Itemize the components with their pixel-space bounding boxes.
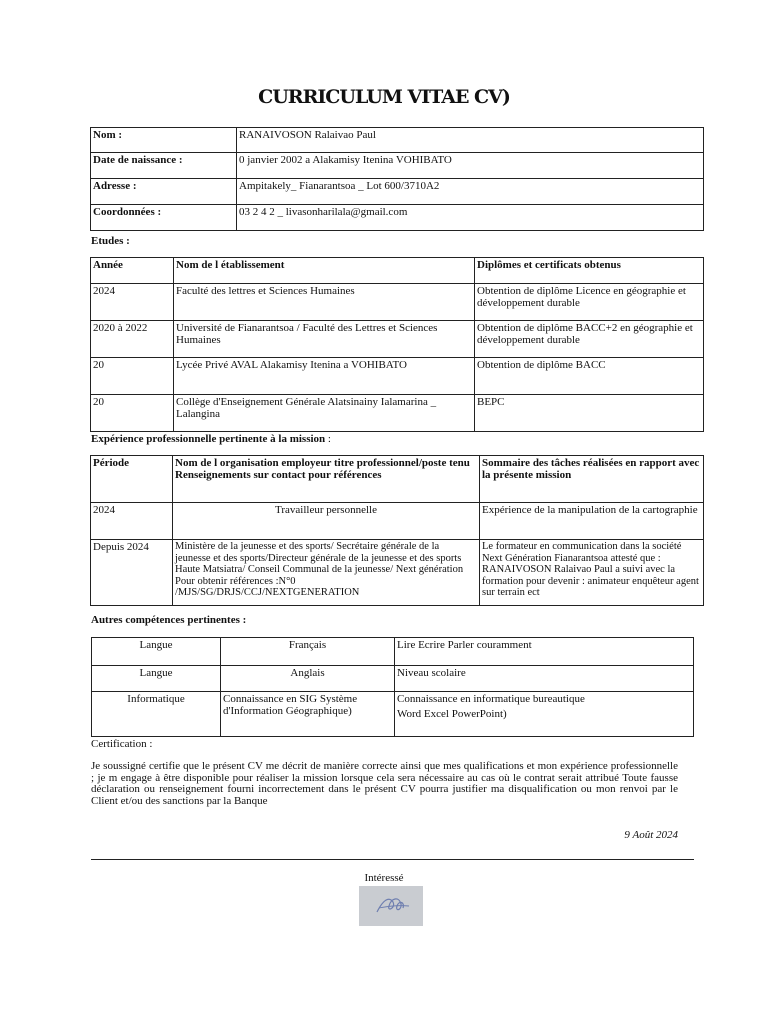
experience-header-period: Période (91, 456, 173, 503)
cell: BEPC (475, 395, 704, 432)
document-date: 9 Août 2024 (624, 829, 678, 841)
cell: Collège d'Enseignement Générale Alatsinainy Ialamarina _ Lalangina (174, 395, 475, 432)
certification-text: Je soussigné certifie que le présent CV me décrit de manière correcte ainsi que mes qualifications et mon expérience professionnelle ; je m engage à être disponible pour réaliser la mission lorsque cela sera nécessaire au cas où le contrat serait attribué Toute fausse déclaration ou renseignement fourni incorrectement dans le présent CV pourra justifier ma disqualification ou mon renvoi par le Client et/ou des sanctions par la Banque (91, 760, 678, 807)
etudes-header-school: Nom de l établissement (174, 258, 475, 284)
table-row (92, 666, 694, 692)
cell: Français (221, 638, 395, 666)
table-row (91, 321, 704, 358)
contact-label: Coordonnées : (91, 205, 237, 231)
etudes-table (90, 257, 704, 432)
etudes-header-year: Année (91, 258, 174, 284)
cell-line: Word Excel PowerPoint) (397, 708, 507, 720)
cell: Langue (92, 638, 221, 666)
cell: Niveau scolaire (395, 666, 694, 692)
table-row (91, 358, 704, 395)
name-label: Nom : (91, 128, 237, 153)
identity-table (90, 127, 704, 231)
experience-heading (91, 433, 331, 445)
address-label: Adresse : (91, 179, 237, 205)
contact-value: 03 2 4 2 _ livasonharilala@gmail.com (237, 205, 704, 231)
cell: Lycée Privé AVAL Alakamisy Itenina a VOHIBATO (174, 358, 475, 395)
cell: Depuis 2024 (91, 540, 173, 606)
cell: Langue (92, 666, 221, 692)
cell: Le formateur en communication dans la société Next Génération Fianarantsoa attesté que : RANAIVOSON Ralaivao Paul a suivi avec la formation pour devenir : animateur enquêteur agent sur terrain ect (480, 540, 704, 606)
cell: 2024 (91, 503, 173, 540)
experience-header-tasks: Sommaire des tâches réalisées en rapport avec la présente mission (480, 456, 704, 503)
experience-heading-text: Expérience professionnelle pertinente à la mission (91, 433, 326, 445)
table-row (91, 503, 704, 540)
cell: Anglais (221, 666, 395, 692)
cell: 2024 (91, 284, 174, 321)
table-row (92, 638, 694, 666)
cell: 20 (91, 395, 174, 432)
cell: 2020 à 2022 (91, 321, 174, 358)
birth-label: Date de naissance : (91, 153, 237, 179)
signatory-label: Intéressé (364, 872, 404, 884)
certification-heading: Certification : (91, 738, 153, 750)
table-row (91, 540, 704, 606)
handwritten-signature-icon (359, 886, 423, 926)
cell: Ministère de la jeunesse et des sports/ Secrétaire générale de la jeunesse et des sports/Directeur générale de la jeunesse et des sports Haute Matsiatra/ Conseil Communal de la jeunesse/ Next génération Pour obtenir références :N°0 /MJS/SG/DRJS/CCJ/NEXTGENERATION (173, 540, 480, 606)
cell: Faculté des lettres et Sciences Humaines (174, 284, 475, 321)
cell: Expérience de la manipulation de la cartographie (480, 503, 704, 540)
table-row (92, 692, 694, 737)
page-title: CURRICULUM VITAE CV) (258, 86, 510, 108)
cell: Obtention de diplôme BACC+2 en géographie et développement durable (475, 321, 704, 358)
birth-value: 0 janvier 2002 a Alakamisy Itenina VOHIBATO (237, 153, 704, 179)
cell-line: Connaissance en informatique bureautique (397, 693, 585, 705)
divider (91, 859, 694, 860)
experience-heading-suffix: : (325, 433, 331, 445)
cell: Lire Ecrire Parler couramment (395, 638, 694, 666)
competences-table (91, 637, 694, 737)
cell: Obtention de diplôme BACC (475, 358, 704, 395)
etudes-heading: Etudes : (91, 235, 130, 247)
table-row (91, 284, 704, 321)
etudes-header-diploma: Diplômes et certificats obtenus (475, 258, 704, 284)
cell: 20 (91, 358, 174, 395)
cell (395, 692, 694, 737)
table-row (91, 395, 704, 432)
address-value: Ampitakely_ Fianarantsoa _ Lot 600/3710A2 (237, 179, 704, 205)
experience-header-organization: Nom de l organisation employeur titre professionnel/poste tenu Renseignements sur contact pour références (173, 456, 480, 503)
name-value: RANAIVOSON Ralaivao Paul (237, 128, 704, 153)
experience-table (90, 455, 704, 606)
cell: Informatique (92, 692, 221, 737)
cell: Travailleur personnelle (173, 503, 480, 540)
cell: Connaissance en SIG Système d'Information Géographique) (221, 692, 395, 737)
cell: Obtention de diplôme Licence en géographie et développement durable (475, 284, 704, 321)
competences-heading: Autres compétences pertinentes : (91, 614, 247, 626)
cell: Université de Fianarantsoa / Faculté des Lettres et Sciences Humaines (174, 321, 475, 358)
